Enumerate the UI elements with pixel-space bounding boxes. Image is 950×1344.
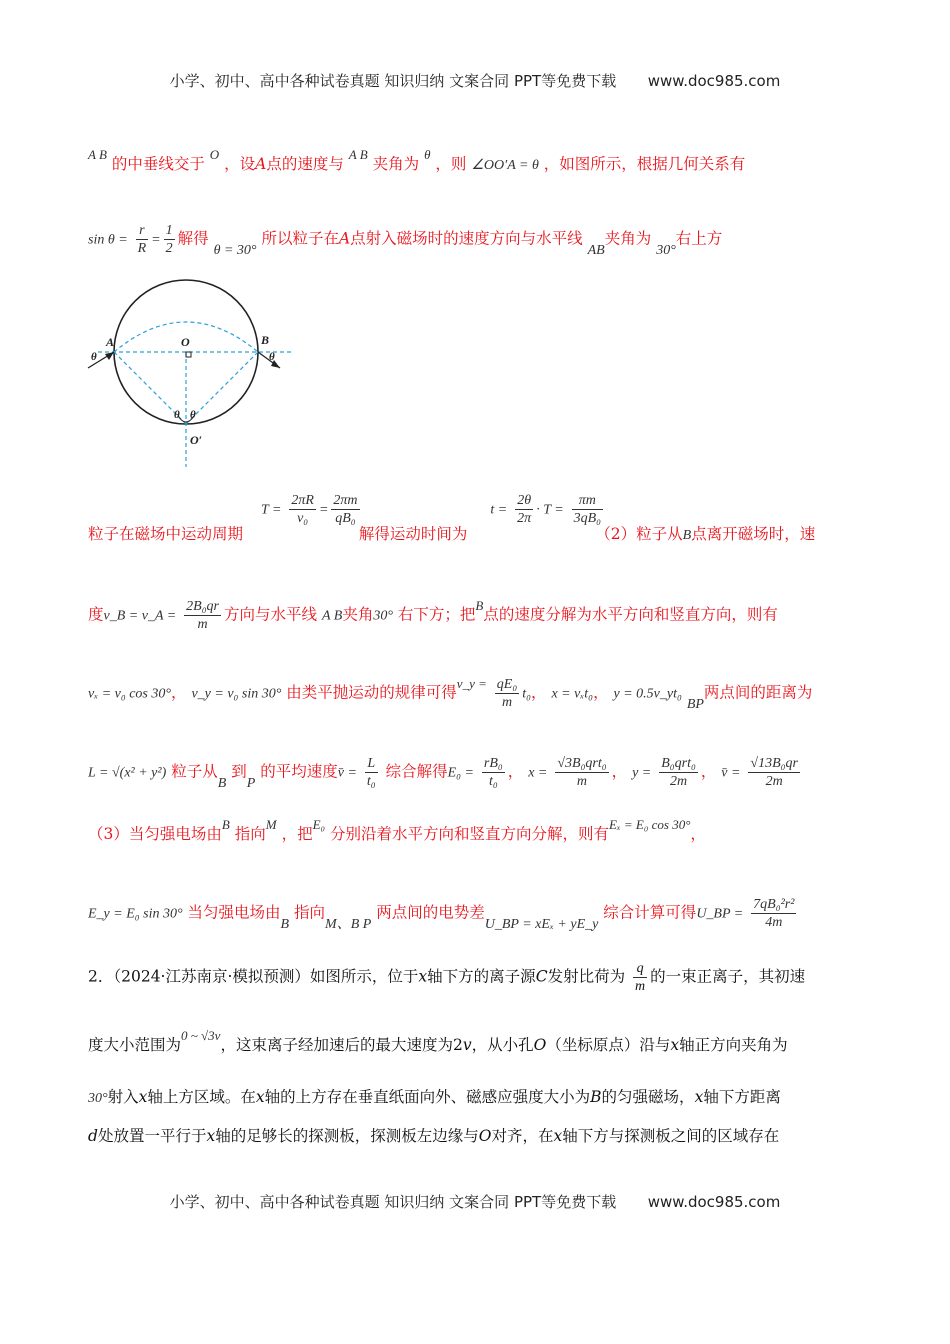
math-vx: vₓ = v₀ cos 30° (88, 686, 171, 702)
denominator: m (197, 617, 208, 632)
text: （3）当匀强电场由 (88, 825, 222, 843)
math-C: C (535, 967, 548, 986)
math-30deg: 30° (88, 1091, 108, 1106)
math-x: x = (528, 765, 548, 781)
text: 度大小范围为 (88, 1036, 182, 1054)
fraction (164, 222, 175, 257)
fraction (184, 598, 221, 633)
text: 轴下方距离 (703, 1088, 781, 1106)
math-angle: ∠OO′A = θ (471, 158, 539, 173)
text: 射入 (107, 1088, 139, 1106)
page-footer (0, 1191, 950, 1212)
math-30deg: 30° (373, 608, 393, 624)
text: 右上方 (675, 229, 723, 248)
footer-site: www.doc985.com (647, 1193, 781, 1211)
math-BP: BP (686, 696, 704, 712)
label-O: O (181, 335, 190, 349)
text: 粒子从 (171, 762, 218, 781)
text: 当匀强电场由 (187, 903, 281, 922)
math-vy: v_y = (456, 675, 487, 691)
label-theta-left: θ (174, 409, 180, 421)
fraction (659, 755, 698, 790)
math-O: O (533, 1036, 547, 1054)
label-theta-out: θ (269, 351, 275, 363)
label-O-prime: O′ (190, 433, 203, 447)
arrowhead-in (105, 352, 114, 360)
math-x: x (418, 967, 428, 986)
text: 到 (231, 762, 247, 781)
text: ，从小孔 (471, 1036, 534, 1054)
math-E0: E₀ (312, 817, 326, 832)
fraction (495, 676, 519, 711)
geometry-figure (84, 272, 294, 472)
math-dot-T: · T = (536, 502, 564, 518)
text: 夹角 (342, 605, 374, 624)
math-Ex: Eₓ = E₀ cos 30° (609, 817, 691, 832)
numerator: rB₀ (483, 756, 503, 771)
numerator: r (136, 222, 149, 240)
math-vB: v_B = v_A = (103, 608, 177, 624)
math-O: O (478, 1127, 492, 1145)
text: 解得 (177, 229, 209, 248)
math-B: B (280, 916, 290, 932)
denominator: qB₀ (335, 511, 356, 526)
math-Ey: E_y = E₀ sin 30° (88, 906, 183, 922)
text: ，如图所示，根据几何关系有 (543, 155, 746, 173)
math-range: 0 ~ √3v (181, 1028, 221, 1043)
math-B: B (217, 775, 227, 791)
text: 两点间的距离为 (703, 683, 813, 702)
math-B: B (590, 1088, 602, 1106)
solution-line-8 (88, 896, 880, 931)
math-v: v (462, 1036, 472, 1054)
denominator: t₀ (366, 774, 376, 789)
solution-line-4 (88, 598, 880, 633)
math-A: A (338, 229, 351, 248)
math-L: L = √(x² + y²) (88, 765, 167, 781)
text: 粒子在磁场中运动周期 (88, 525, 244, 543)
text: （2）粒子从 (595, 525, 683, 543)
label-theta-right: θ (190, 409, 196, 421)
label-A: A (106, 335, 115, 349)
text: ，则 (435, 155, 467, 173)
header-site: www.doc985.com (647, 72, 781, 90)
numerator: B₀qrt₀ (661, 756, 696, 771)
numerator: 2πm (333, 493, 358, 508)
solution-line-3-text (88, 522, 880, 544)
denominator: R (137, 241, 147, 256)
math-AB: AB (587, 242, 605, 258)
math-x: x (694, 1088, 704, 1106)
denominator: 2m (669, 774, 688, 789)
math-vbar: v̄ = (721, 765, 741, 781)
text: 发射比荷为 (547, 967, 626, 986)
solution-line-5 (88, 676, 880, 711)
fraction (136, 222, 149, 257)
text: 的匀强磁场， (601, 1088, 695, 1106)
numerator: 2B₀qr (186, 599, 220, 614)
header-text: 小学、初中、高中各种试卷真题 知识归纳 文案合同 PPT等免费下载 (169, 72, 617, 90)
text: 综合计算可得 (603, 903, 697, 922)
math-y: y = (632, 765, 652, 781)
equals: = (318, 502, 329, 518)
math-x: x (255, 1088, 265, 1106)
text: 点的速度分解为水平方向和竖直方向，则有 (483, 605, 778, 624)
numerator: √13B₀qr (750, 756, 798, 771)
text: 轴的足够长的探测板，探测板左边缘与 (215, 1127, 479, 1145)
numerator: 7qB₀²r² (753, 897, 795, 912)
comma: ， (530, 683, 547, 702)
denominator: 2π (517, 511, 532, 526)
denominator: 4m (765, 915, 783, 930)
math-x: x (670, 1036, 680, 1054)
text: 所以粒子在 (261, 229, 339, 248)
text: 点的速度与 (266, 155, 344, 173)
denominator: t₀ (488, 774, 498, 789)
fraction (555, 755, 608, 790)
text: 方向与水平线 (224, 605, 318, 624)
question-2-line-2 (88, 1028, 880, 1055)
fraction (482, 755, 505, 790)
numerator: √3B₀qrt₀ (557, 756, 607, 771)
math-B: B (475, 597, 484, 613)
text: 由类平抛运动的规律可得 (286, 683, 457, 702)
math-UBP: U_BP = xEₓ + yE_y (484, 916, 599, 932)
math-vbar: v̄ = (337, 765, 357, 781)
text: 指向 (234, 825, 266, 843)
math-A: A (255, 155, 267, 173)
fraction (365, 755, 378, 790)
math-y: y = 0.5v_yt₀ (613, 686, 682, 702)
math-t: t = (490, 502, 508, 518)
text: 的中垂线交于 (111, 155, 205, 173)
text: 夹角为 (372, 155, 420, 173)
text: 轴的上方存在垂直纸面向外、磁感应强度大小为 (264, 1088, 591, 1106)
numerator: q (633, 960, 647, 978)
math-x: x (206, 1127, 216, 1145)
text: 处放置一平行于 (97, 1127, 207, 1145)
denominator: 3qB₀ (573, 511, 602, 526)
comma: ， (507, 762, 524, 781)
footer-text: 小学、初中、高中各种试卷真题 知识归纳 文案合同 PPT等免费下载 (169, 1193, 617, 1211)
label-B: B (261, 333, 270, 347)
math-x: x = vₓt₀ (551, 686, 594, 702)
math-t0: t₀ (522, 686, 531, 702)
comma: ， (690, 825, 706, 843)
math-AB: A B (321, 608, 343, 624)
denominator: v₀ (297, 511, 309, 526)
math-B: B (221, 817, 230, 832)
text: （坐标原点）沿与 (546, 1036, 671, 1054)
denominator: 2 (165, 241, 173, 256)
text: 轴正方向夹角为 (679, 1036, 788, 1054)
text: 的一束正离子，其初速 (650, 967, 806, 986)
math-T: T = (260, 502, 282, 518)
right-angle-mark (186, 352, 191, 357)
label-theta-in: θ (91, 351, 97, 363)
fraction (751, 896, 796, 931)
math-O-prime: O (209, 147, 220, 162)
math-theta: θ (424, 147, 431, 162)
numerator: 2πR (291, 493, 314, 508)
text: 综合解得 (385, 762, 448, 781)
equals: = (151, 232, 161, 248)
math-MBP: M、B P (325, 916, 372, 932)
text: 两点间的电势差 (376, 903, 485, 922)
text: ，设 (224, 155, 256, 173)
fraction (633, 960, 647, 995)
math-M: M (265, 817, 277, 832)
text: 右下方；把 (397, 605, 476, 624)
math-sin: sin θ = (88, 232, 128, 248)
radius-O2-B (186, 352, 258, 424)
math-x: x (553, 1127, 563, 1145)
question-number: 2．（2024·江苏南京·模拟预测）如图所示，位于 (88, 967, 419, 986)
solution-line-2 (88, 222, 880, 257)
math-UBP: U_BP = (696, 906, 744, 922)
text: 度 (88, 605, 104, 624)
denominator: 2m (765, 774, 783, 789)
text: ，把 (281, 825, 313, 843)
numerator: πm (572, 492, 603, 510)
math-AB: A B (88, 147, 107, 162)
numerator: qE₀ (496, 677, 518, 692)
question-2-line-3 (88, 1085, 880, 1107)
text: 轴上方区域。在 (147, 1088, 256, 1106)
text: 指向 (294, 903, 326, 922)
numerator: 1 (165, 223, 173, 238)
fraction (748, 755, 800, 790)
text: ，这束离子经加速后的最大速度为2 (220, 1036, 463, 1054)
comma: ， (593, 683, 609, 702)
math-E0: E₀ = (447, 765, 474, 781)
math-theta-30: θ = 30° (213, 242, 257, 258)
numerator: L (365, 755, 378, 773)
comma: ， (170, 683, 187, 702)
solution-line-1 (88, 147, 880, 174)
text: 轴下方的离子源 (427, 967, 536, 986)
math-B: B (682, 528, 692, 543)
question-2-line-4 (88, 1124, 880, 1146)
math-AB: A B (348, 147, 368, 162)
solution-line-6 (88, 755, 880, 790)
math-d: d (88, 1127, 98, 1145)
text: 分别沿着水平方向和竖直方向分解，则有 (329, 825, 609, 843)
text: 夹角为 (604, 229, 652, 248)
comma: ， (700, 762, 717, 781)
text: 点射入磁场时的速度方向与水平线 (350, 229, 583, 248)
question-2-line-1 (88, 960, 880, 995)
solution-line-7 (88, 817, 880, 844)
text: 对齐，在 (491, 1127, 554, 1145)
comma: ， (611, 762, 628, 781)
text: 轴下方与探测板之间的区域存在 (562, 1127, 780, 1145)
denominator: m (576, 774, 588, 789)
text: 解得运动时间为 (358, 525, 468, 543)
page-header (0, 70, 950, 91)
text: 的平均速度 (260, 762, 338, 781)
numerator: 2θ (515, 492, 533, 510)
denominator: m (635, 979, 646, 994)
denominator: m (501, 695, 513, 710)
math-vy: v_y = v₀ sin 30° (191, 686, 282, 702)
math-P: P (246, 775, 256, 791)
text: 点离开磁场时，速 (691, 525, 816, 543)
math-30deg: 30° (656, 242, 676, 258)
math-x: x (138, 1088, 148, 1106)
